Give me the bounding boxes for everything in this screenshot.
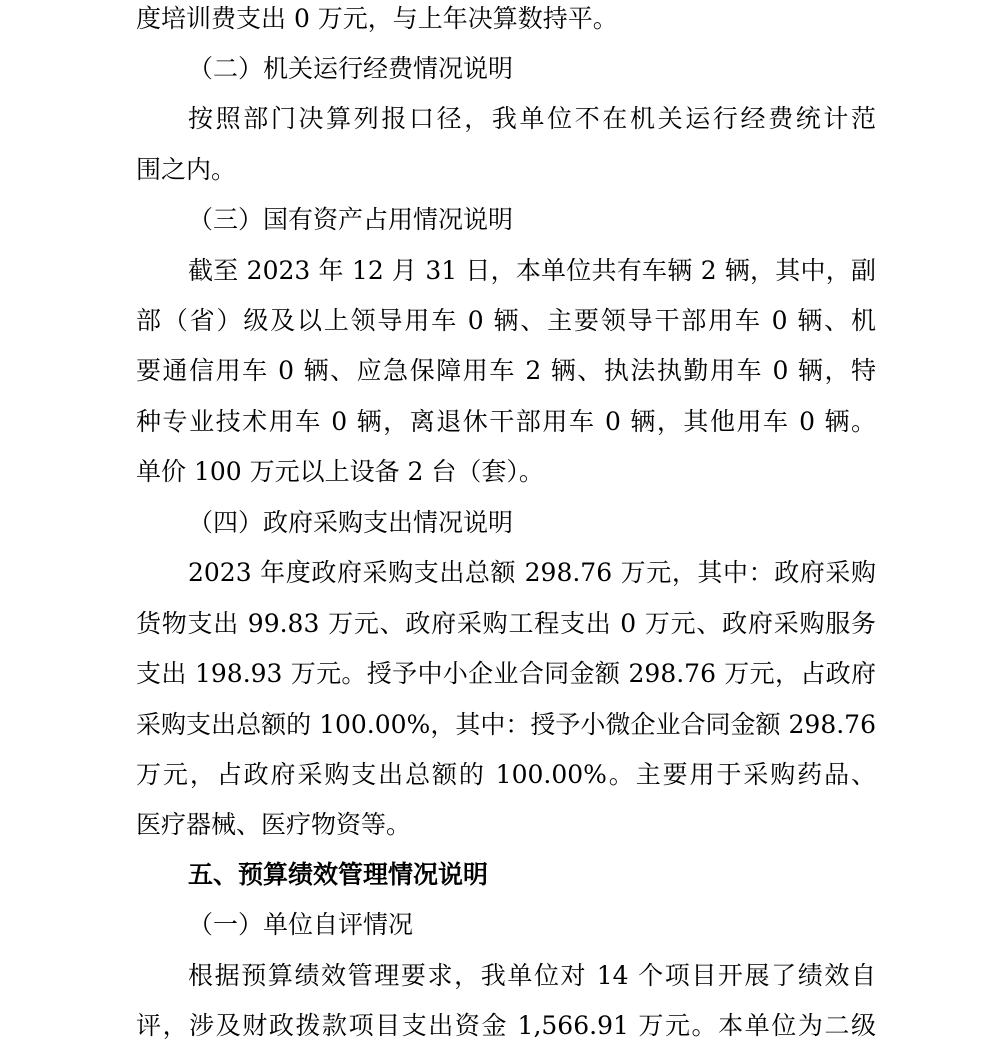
paragraph-line: 2023 年度政府采购支出总额 298.76 万元，其中：政府采购 (188, 558, 876, 587)
paragraph-line: 货物支出 99.83 万元、政府采购工程支出 0 万元、政府采购服务 (136, 609, 876, 638)
paragraph-line: 万元，占政府采购支出总额的 100.00%。主要用于采购药品、 (136, 760, 876, 789)
section-heading: （二）机关运行经费情况说明 (188, 54, 514, 83)
chapter-heading: 五、预算绩效管理情况说明 (188, 860, 489, 889)
paragraph-line: 部（省）级及以上领导用车 0 辆、主要领导干部用车 0 辆、机 (136, 306, 876, 335)
paragraph-line: 要通信用车 0 辆、应急保障用车 2 辆、执法执勤用车 0 辆，特 (136, 356, 876, 385)
paragraph-line: 围之内。 (136, 155, 237, 184)
paragraph-line: 采购支出总额的 100.00%，其中：授予小微企业合同金额 298.76 (136, 710, 876, 739)
paragraph-line: 根据预算绩效管理要求，我单位对 14 个项目开展了绩效自 (188, 961, 876, 990)
paragraph-line: 种专业技术用车 0 辆，离退休干部用车 0 辆，其他用车 0 辆。 (136, 407, 876, 436)
section-heading: （四）政府采购支出情况说明 (188, 508, 514, 537)
paragraph-line: 医疗器械、医疗物资等。 (136, 810, 412, 839)
paragraph-line: 度培训费支出 0 万元，与上年决算数持平。 (136, 4, 618, 33)
paragraph-line: 按照部门决算列报口径，我单位不在机关运行经费统计范 (188, 104, 876, 133)
paragraph-line: 评，涉及财政拨款项目支出资金 1,566.91 万元。本单位为二级 (136, 1011, 876, 1040)
section-heading: （一）单位自评情况 (188, 910, 414, 939)
section-heading: （三）国有资产占用情况说明 (188, 205, 514, 234)
paragraph-line: 截至 2023 年 12 月 31 日，本单位共有车辆 2 辆，其中，副 (188, 256, 876, 285)
paragraph-line: 单价 100 万元以上设备 2 台（套）。 (136, 457, 544, 486)
paragraph-line: 支出 198.93 万元。授予中小企业合同金额 298.76 万元，占政府 (136, 659, 876, 688)
